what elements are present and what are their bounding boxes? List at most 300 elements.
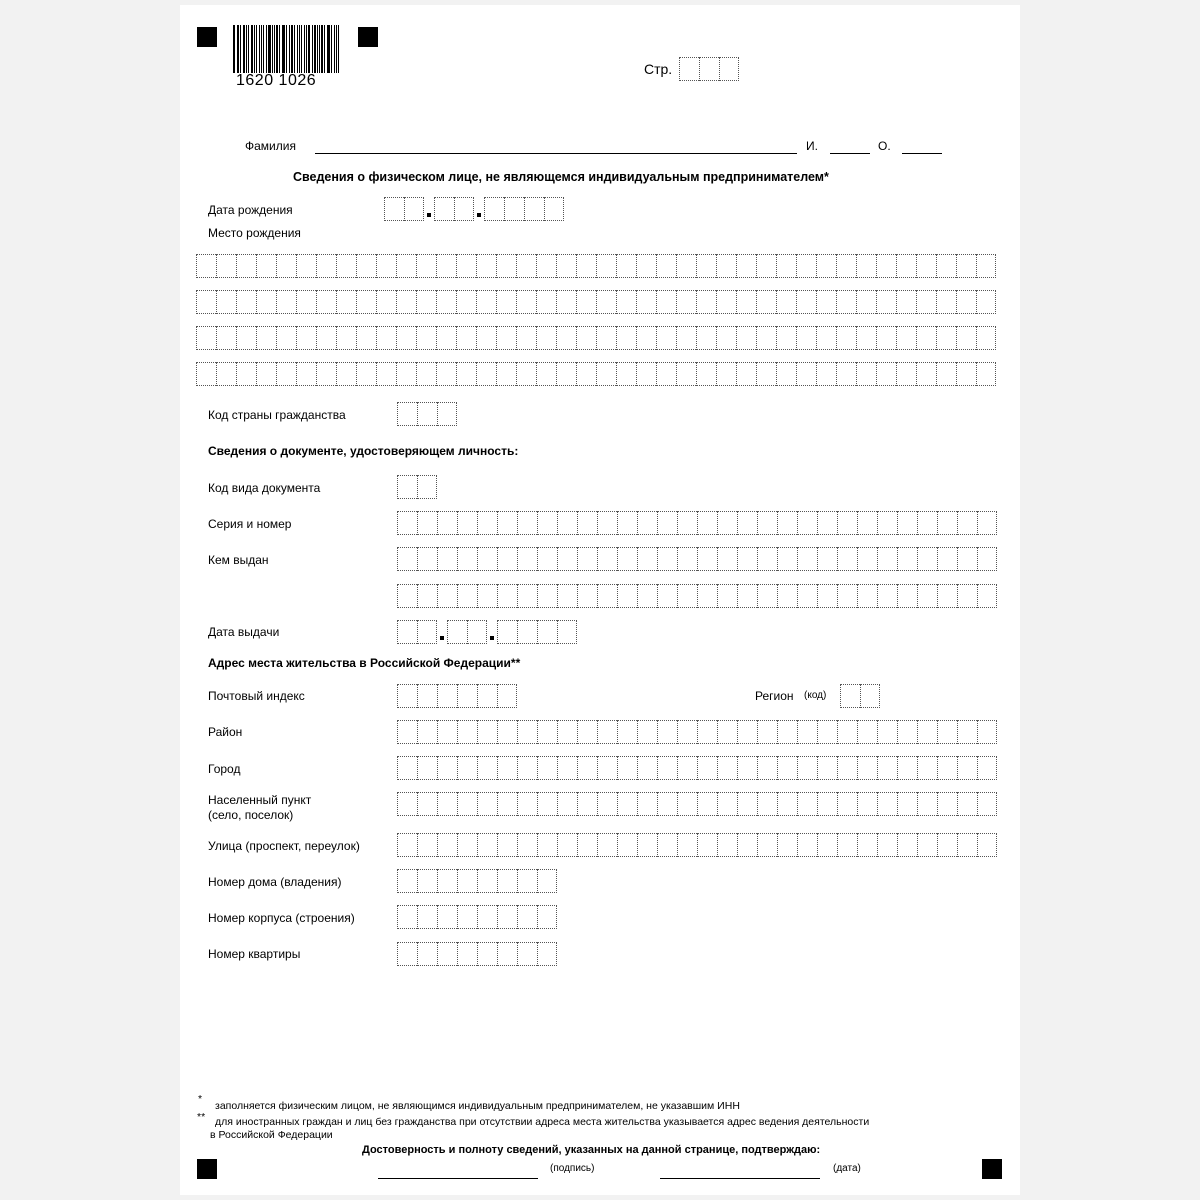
input-cell[interactable] [536,254,556,278]
input-cell[interactable] [417,869,437,893]
input-cell[interactable] [716,290,736,314]
input-cell[interactable] [397,475,417,499]
input-cell[interactable] [917,792,937,816]
input-cell[interactable] [437,720,457,744]
input-cell[interactable] [977,756,997,780]
input-cell[interactable] [537,756,557,780]
input-cell[interactable] [616,290,636,314]
input-cell[interactable] [296,290,316,314]
input-cell[interactable] [757,756,777,780]
input-cell[interactable] [836,362,856,386]
input-cell[interactable] [396,362,416,386]
input-cell[interactable] [256,326,276,350]
input-cell[interactable] [957,584,977,608]
input-cell[interactable] [757,547,777,571]
birth-place-field-1[interactable] [196,254,996,278]
input-cell[interactable] [936,290,956,314]
input-cell[interactable] [676,290,696,314]
input-cell[interactable] [477,869,497,893]
input-cell[interactable] [617,792,637,816]
input-cell[interactable] [256,362,276,386]
input-cell[interactable] [936,362,956,386]
input-cell[interactable] [877,584,897,608]
input-cell[interactable] [517,584,537,608]
input-cell[interactable] [917,833,937,857]
input-cell[interactable] [877,756,897,780]
input-cell[interactable] [516,254,536,278]
input-cell[interactable] [517,942,537,966]
input-cell[interactable] [976,326,996,350]
input-cell[interactable] [436,326,456,350]
input-cell[interactable] [916,254,936,278]
input-cell[interactable] [877,833,897,857]
input-cell[interactable] [477,584,497,608]
input-cell[interactable] [397,684,417,708]
input-cell[interactable] [897,833,917,857]
input-cell[interactable] [937,792,957,816]
input-cell[interactable] [856,362,876,386]
input-cell[interactable] [876,254,896,278]
input-cell[interactable] [737,720,757,744]
input-cell[interactable] [776,254,796,278]
input-cell[interactable] [196,290,216,314]
input-cell[interactable] [524,197,544,221]
input-cell[interactable] [696,326,716,350]
birth-place-field-4[interactable] [196,362,996,386]
input-cell[interactable] [876,290,896,314]
input-cell[interactable] [957,792,977,816]
input-cell[interactable] [596,290,616,314]
input-cell[interactable] [636,362,656,386]
input-cell[interactable] [456,326,476,350]
input-cell[interactable] [437,584,457,608]
input-cell[interactable] [376,254,396,278]
apartment-field[interactable] [397,942,557,966]
input-cell[interactable] [736,254,756,278]
input-cell[interactable] [516,362,536,386]
input-cell[interactable] [417,756,437,780]
input-cell[interactable] [336,362,356,386]
input-cell[interactable] [757,792,777,816]
input-cell[interactable] [857,756,877,780]
input-cell[interactable] [957,547,977,571]
input-cell[interactable] [736,362,756,386]
input-cell[interactable] [617,547,637,571]
input-cell[interactable] [837,756,857,780]
input-cell[interactable] [757,584,777,608]
input-cell[interactable] [457,547,477,571]
input-cell[interactable] [857,720,877,744]
input-cell[interactable] [636,290,656,314]
input-cell[interactable] [656,254,676,278]
input-cell[interactable] [457,905,477,929]
input-cell[interactable] [477,720,497,744]
input-cell[interactable] [577,511,597,535]
input-cell[interactable] [977,792,997,816]
input-cell[interactable] [816,290,836,314]
input-cell[interactable] [537,905,557,929]
input-cell[interactable] [716,362,736,386]
input-cell[interactable] [657,720,677,744]
input-cell[interactable] [437,402,457,426]
input-cell[interactable] [417,620,437,644]
input-cell[interactable] [837,720,857,744]
input-cell[interactable] [817,511,837,535]
input-cell[interactable] [897,720,917,744]
settlement-field[interactable] [397,792,997,816]
input-cell[interactable] [677,792,697,816]
input-cell[interactable] [917,756,937,780]
input-cell[interactable] [956,326,976,350]
input-cell[interactable] [696,362,716,386]
input-cell[interactable] [477,792,497,816]
input-cell[interactable] [576,254,596,278]
input-cell[interactable] [497,684,517,708]
input-cell[interactable] [717,584,737,608]
input-cell[interactable] [756,254,776,278]
input-cell[interactable] [717,720,737,744]
input-cell[interactable] [397,756,417,780]
region-code-field[interactable] [840,684,880,708]
input-cell[interactable] [497,584,517,608]
input-cell[interactable] [556,326,576,350]
input-cell[interactable] [916,362,936,386]
input-cell[interactable] [557,584,577,608]
input-cell[interactable] [817,756,837,780]
input-cell[interactable] [454,197,474,221]
input-cell[interactable] [517,511,537,535]
input-cell[interactable] [476,326,496,350]
input-cell[interactable] [517,905,537,929]
input-cell[interactable] [434,197,454,221]
house-field[interactable] [397,869,557,893]
series-number-field[interactable] [397,511,997,535]
input-cell[interactable] [496,254,516,278]
input-cell[interactable] [396,254,416,278]
input-cell[interactable] [677,511,697,535]
input-cell[interactable] [737,756,757,780]
input-cell[interactable] [557,547,577,571]
input-cell[interactable] [877,720,897,744]
input-cell[interactable] [596,326,616,350]
input-cell[interactable] [917,511,937,535]
input-cell[interactable] [797,833,817,857]
date-line[interactable] [660,1178,820,1179]
input-cell[interactable] [856,254,876,278]
input-cell[interactable] [496,290,516,314]
input-cell[interactable] [756,326,776,350]
input-cell[interactable] [737,511,757,535]
input-cell[interactable] [857,792,877,816]
input-cell[interactable] [356,362,376,386]
input-cell[interactable] [757,511,777,535]
input-cell[interactable] [456,290,476,314]
input-cell[interactable] [777,756,797,780]
input-cell[interactable] [437,833,457,857]
input-cell[interactable] [917,547,937,571]
input-cell[interactable] [457,511,477,535]
input-cell[interactable] [797,792,817,816]
input-cell[interactable] [557,833,577,857]
building-field[interactable] [397,905,557,929]
input-cell[interactable] [817,720,837,744]
input-cell[interactable] [316,290,336,314]
input-cell[interactable] [736,326,756,350]
issued-by-field-2[interactable] [397,584,997,608]
input-cell[interactable] [397,792,417,816]
input-cell[interactable] [896,254,916,278]
input-cell[interactable] [777,584,797,608]
input-cell[interactable] [557,720,577,744]
input-cell[interactable] [516,290,536,314]
birth-date-field[interactable] [384,197,564,221]
input-cell[interactable] [717,547,737,571]
input-cell[interactable] [977,833,997,857]
input-cell[interactable] [776,362,796,386]
input-cell[interactable] [957,720,977,744]
input-cell[interactable] [637,833,657,857]
input-cell[interactable] [477,942,497,966]
input-cell[interactable] [717,833,737,857]
input-cell[interactable] [656,290,676,314]
input-cell[interactable] [417,942,437,966]
input-cell[interactable] [296,254,316,278]
input-cell[interactable] [697,756,717,780]
input-cell[interactable] [676,326,696,350]
input-cell[interactable] [316,326,336,350]
input-cell[interactable] [517,547,537,571]
input-cell[interactable] [697,720,717,744]
input-cell[interactable] [517,869,537,893]
input-cell[interactable] [236,326,256,350]
input-cell[interactable] [376,290,396,314]
input-cell[interactable] [676,254,696,278]
input-cell[interactable] [456,362,476,386]
input-cell[interactable] [577,720,597,744]
input-cell[interactable] [837,511,857,535]
street-field[interactable] [397,833,997,857]
input-cell[interactable] [697,792,717,816]
input-cell[interactable] [536,326,556,350]
input-cell[interactable] [977,720,997,744]
input-cell[interactable] [897,511,917,535]
input-cell[interactable] [437,869,457,893]
input-cell[interactable] [837,833,857,857]
input-cell[interactable] [716,326,736,350]
initial-i-line[interactable] [830,153,870,154]
input-cell[interactable] [636,254,656,278]
input-cell[interactable] [477,511,497,535]
input-cell[interactable] [397,833,417,857]
input-cell[interactable] [936,254,956,278]
input-cell[interactable] [717,792,737,816]
input-cell[interactable] [737,833,757,857]
input-cell[interactable] [537,547,557,571]
input-cell[interactable] [977,511,997,535]
input-cell[interactable] [336,326,356,350]
input-cell[interactable] [436,290,456,314]
input-cell[interactable] [697,511,717,535]
citizenship-code-field[interactable] [397,402,457,426]
input-cell[interactable] [856,290,876,314]
input-cell[interactable] [497,905,517,929]
input-cell[interactable] [537,620,557,644]
input-cell[interactable] [537,942,557,966]
input-cell[interactable] [877,792,897,816]
input-cell[interactable] [956,254,976,278]
input-cell[interactable] [597,720,617,744]
input-cell[interactable] [777,511,797,535]
input-cell[interactable] [860,684,880,708]
input-cell[interactable] [537,720,557,744]
input-cell[interactable] [216,290,236,314]
input-cell[interactable] [396,290,416,314]
input-cell[interactable] [356,290,376,314]
input-cell[interactable] [857,833,877,857]
input-cell[interactable] [757,833,777,857]
input-cell[interactable] [636,326,656,350]
input-cell[interactable] [637,584,657,608]
input-cell[interactable] [496,362,516,386]
input-cell[interactable] [397,511,417,535]
input-cell[interactable] [496,326,516,350]
input-cell[interactable] [477,547,497,571]
input-cell[interactable] [756,362,776,386]
input-cell[interactable] [837,584,857,608]
input-cell[interactable] [797,584,817,608]
input-cell[interactable] [457,720,477,744]
input-cell[interactable] [637,756,657,780]
input-cell[interactable] [517,620,537,644]
input-cell[interactable] [597,511,617,535]
input-cell[interactable] [816,254,836,278]
input-cell[interactable] [677,756,697,780]
input-cell[interactable] [637,720,657,744]
input-cell[interactable] [577,833,597,857]
input-cell[interactable] [236,254,256,278]
input-cell[interactable] [536,362,556,386]
input-cell[interactable] [857,584,877,608]
input-cell[interactable] [236,362,256,386]
input-cell[interactable] [857,547,877,571]
input-cell[interactable] [736,290,756,314]
input-cell[interactable] [497,756,517,780]
input-cell[interactable] [476,254,496,278]
input-cell[interactable] [577,584,597,608]
input-cell[interactable] [657,511,677,535]
input-cell[interactable] [937,511,957,535]
input-cell[interactable] [537,584,557,608]
input-cell[interactable] [417,511,437,535]
input-cell[interactable] [616,362,636,386]
input-cell[interactable] [437,756,457,780]
doc-type-code-field[interactable] [397,475,437,499]
input-cell[interactable] [477,756,497,780]
input-cell[interactable] [877,511,897,535]
input-cell[interactable] [396,326,416,350]
city-field[interactable] [397,756,997,780]
input-cell[interactable] [657,756,677,780]
input-cell[interactable] [597,792,617,816]
input-cell[interactable] [737,792,757,816]
surname-line[interactable] [315,153,797,154]
input-cell[interactable] [417,402,437,426]
input-cell[interactable] [477,684,497,708]
input-cell[interactable] [517,792,537,816]
input-cell[interactable] [276,362,296,386]
input-cell[interactable] [557,792,577,816]
input-cell[interactable] [777,547,797,571]
input-cell[interactable] [537,833,557,857]
input-cell[interactable] [957,833,977,857]
input-cell[interactable] [457,584,477,608]
input-cell[interactable] [256,254,276,278]
input-cell[interactable] [236,290,256,314]
input-cell[interactable] [657,584,677,608]
input-cell[interactable] [416,254,436,278]
input-cell[interactable] [617,720,637,744]
input-cell[interactable] [437,792,457,816]
input-cell[interactable] [957,511,977,535]
input-cell[interactable] [719,57,739,81]
input-cell[interactable] [437,684,457,708]
input-cell[interactable] [457,684,477,708]
input-cell[interactable] [937,720,957,744]
input-cell[interactable] [296,326,316,350]
input-cell[interactable] [417,792,437,816]
input-cell[interactable] [717,756,737,780]
input-cell[interactable] [796,362,816,386]
district-field[interactable] [397,720,997,744]
input-cell[interactable] [896,290,916,314]
input-cell[interactable] [504,197,524,221]
input-cell[interactable] [397,547,417,571]
input-cell[interactable] [716,254,736,278]
input-cell[interactable] [937,547,957,571]
input-cell[interactable] [897,547,917,571]
input-cell[interactable] [437,942,457,966]
input-cell[interactable] [384,197,404,221]
input-cell[interactable] [556,290,576,314]
input-cell[interactable] [544,197,564,221]
input-cell[interactable] [417,833,437,857]
input-cell[interactable] [196,326,216,350]
input-cell[interactable] [276,290,296,314]
input-cell[interactable] [497,620,517,644]
input-cell[interactable] [817,833,837,857]
input-cell[interactable] [196,254,216,278]
input-cell[interactable] [697,584,717,608]
input-cell[interactable] [404,197,424,221]
input-cell[interactable] [917,584,937,608]
input-cell[interactable] [416,326,436,350]
input-cell[interactable] [637,511,657,535]
input-cell[interactable] [776,290,796,314]
input-cell[interactable] [617,511,637,535]
input-cell[interactable] [557,756,577,780]
input-cell[interactable] [556,254,576,278]
input-cell[interactable] [977,547,997,571]
input-cell[interactable] [436,254,456,278]
input-cell[interactable] [557,511,577,535]
input-cell[interactable] [836,326,856,350]
input-cell[interactable] [817,792,837,816]
input-cell[interactable] [696,254,716,278]
input-cell[interactable] [817,547,837,571]
input-cell[interactable] [417,684,437,708]
input-cell[interactable] [677,584,697,608]
input-cell[interactable] [596,362,616,386]
